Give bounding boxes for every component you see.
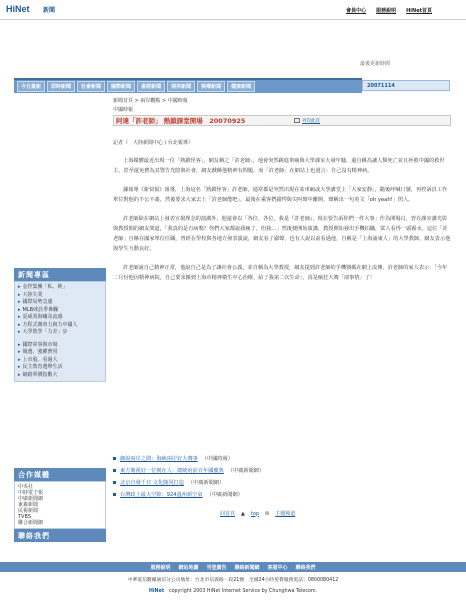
sidebar-more-item[interactable] — [18, 349, 102, 356]
article-paragraph: 許老師說自己精神正常，他說自己是為了讓社會公義，並自稱為大學教授，網友提到許老師的手機號碼在網上流傳，許老師的家人表示：「今年二月份他因精神病院，自己要求搬到上海市精神衛生中心治療，給了我第二次生命」，真是瘋狂大賽「卻事情」了！ — [113, 265, 448, 281]
nav-tab-cross-strait[interactable]: 兩岸新聞 — [167, 81, 195, 92]
sidebar-news-item-label: 大學教學「力差」步 — [22, 329, 68, 335]
partner-link[interactable]: 中央社 — [18, 484, 34, 490]
footer-link[interactable]: 聯絡我們 — [295, 564, 316, 571]
related-item[interactable] — [113, 491, 451, 498]
bottom-links — [220, 510, 295, 517]
copyright — [0, 587, 466, 594]
bullet-icon: ▸ — [18, 371, 21, 378]
nav-tab-entertainment[interactable]: 娛樂新聞 — [197, 81, 225, 92]
updated-note: 最後更新時間 — [360, 61, 391, 67]
related-link[interactable]: 細說兩岸之間：海峽兩岸好大賽事 — [120, 456, 198, 462]
bullet-icon: ▸ — [18, 341, 21, 348]
related-item[interactable] — [113, 455, 451, 462]
mail-icon: ✉ — [265, 510, 270, 517]
article-paragraph: 據報導《新快報》報導，上海這名「熱鎖怪客」許老師，通常都是突然出現在某車廂或大學講堂上「大家安靜」，隨後呼喊口號，再控訴員工作單位對他的不公不義，然後要求大家去上「許老師能吧」，最後在乘客們錯愕與尖叫聲中離開，聲稱出一句英文「oh yeah!」閃人。 — [113, 187, 448, 203]
print-link[interactable]: 列印此頁 — [302, 119, 320, 124]
bullet-icon: ▸ — [18, 321, 21, 328]
contact-heading[interactable]: 聯絡我們 — [14, 529, 106, 542]
sidebar-news — [14, 268, 106, 382]
main-nav — [14, 78, 362, 93]
related-item[interactable] — [113, 467, 451, 474]
company-info: 中華電信數據通信分公司地址：台北市信義路一段21號 全國24小時免費服務電話：0800080412 — [127, 578, 339, 583]
breadcrumb[interactable]: 新聞首頁 > 兩岸觀點 > 中國時報 — [113, 98, 188, 104]
sidebar-contact — [14, 529, 106, 542]
footer-link[interactable]: 刊登廣告 — [206, 564, 227, 571]
logo-text: HiNet — [6, 4, 30, 14]
source-line: 中國時報 — [113, 107, 134, 113]
service-link[interactable]: 服務說明 — [376, 8, 397, 14]
nav-tab-finance[interactable]: 產經新聞 — [137, 81, 165, 92]
bullet-icon — [113, 481, 116, 484]
sidebar-more-item[interactable] — [18, 364, 102, 371]
footer-link[interactable]: 網站地圖 — [178, 564, 199, 571]
sidebar-news-heading: 新聞專區 — [14, 268, 106, 281]
member-link[interactable]: 會員中心 — [346, 8, 367, 14]
related-source: （中國時報） — [201, 456, 233, 462]
bullet-icon: ▸ — [18, 306, 21, 313]
footer — [0, 562, 466, 594]
nav-tab-breaking[interactable]: 即時新聞 — [47, 81, 75, 92]
sidebar-news-item[interactable] — [18, 314, 102, 321]
bullet-icon: ▸ — [18, 329, 21, 335]
article-body — [113, 156, 451, 283]
hinet-logo[interactable] — [6, 4, 30, 14]
article-title-bar — [113, 115, 451, 126]
partner-link[interactable]: 民視新聞 — [18, 508, 39, 514]
nav-tab-world[interactable]: 國際新聞 — [107, 81, 135, 92]
partner-link[interactable]: 東森新聞 — [18, 502, 39, 508]
sidebar-more-item-label: 民主教育選舉生活 — [22, 364, 63, 370]
partner-link[interactable]: 中時電子報 — [18, 490, 44, 496]
related-link[interactable]: 東方衛視好一位實在人：總統府前百年國慶典 — [120, 468, 224, 474]
bullet-icon: ▸ — [18, 291, 21, 298]
reporter-line: 記者（ 大陸新聞中心 / 台北報導） — [113, 140, 193, 146]
footer-link[interactable]: 服務說明 — [150, 564, 171, 571]
sidebar-more-item[interactable] — [18, 357, 102, 364]
related-link[interactable]: 北京自發千日 文化隨同打造 — [120, 480, 184, 486]
sidebar-news-item-label: MLB球員季專欄 — [22, 306, 59, 313]
related-source: （中廣新聞網） — [206, 492, 243, 498]
sidebar-news-item[interactable] — [18, 292, 102, 299]
sidebar-news-list — [14, 281, 106, 382]
sidebar-news-item-label: 金控集團「私、鈍」 — [22, 284, 68, 290]
bullet-icon — [113, 457, 116, 460]
copyright-text: copyright 2003 HiNet Internet Service by Chunghwa Telecom. — [168, 589, 318, 594]
sidebar-news-item-label: 夏威夷海嘯及流感 — [22, 314, 63, 320]
sidebar-news-item-label: 國際局勢急遽 — [22, 299, 53, 305]
sidebar-more-item-label: 競選、強權費用 — [22, 349, 58, 355]
bullet-icon: ▸ — [18, 356, 21, 363]
partner-link[interactable]: 聯合新聞網 — [18, 520, 44, 526]
sidebar-more-item-label: 國際軍事與市場 — [22, 341, 58, 348]
sidebar-more-item[interactable] — [18, 342, 102, 349]
sidebar-news-item[interactable] — [18, 329, 102, 336]
back-home-link[interactable]: 回首頁 — [220, 511, 236, 517]
sidebar-more-item[interactable] — [18, 372, 102, 379]
partners-list — [14, 481, 106, 529]
related-source: （中廣新聞網） — [227, 468, 265, 474]
sidebar-news-item-label: 大陸失業 — [22, 291, 43, 298]
bullet-icon — [113, 493, 116, 496]
bullet-icon: ▸ — [18, 314, 21, 320]
channel-link[interactable]: 主題頻道 — [275, 511, 296, 517]
sidebar-news-item[interactable] — [18, 322, 102, 329]
partner-link[interactable]: TVBS — [18, 514, 31, 520]
footer-nav — [0, 562, 466, 572]
related-news — [113, 455, 451, 503]
nav-tab-latest[interactable]: 今日最新 — [17, 81, 45, 92]
bullet-icon: ▸ — [18, 299, 21, 305]
sidebar-news-item-label: 方程式賽車力與力中國人 — [22, 321, 78, 328]
nav-date: 20071114 — [362, 80, 450, 91]
related-item[interactable] — [113, 479, 451, 486]
related-source: （中廣新聞網） — [187, 480, 225, 486]
bullet-icon — [113, 469, 116, 472]
hinet-home-link[interactable]: HiNet首頁 — [406, 8, 432, 14]
footer-link[interactable]: 客服中心 — [267, 564, 288, 571]
print-icon[interactable] — [294, 118, 300, 123]
footer-logo: HiNet — [148, 589, 165, 594]
nav-tab-society[interactable]: 社會新聞 — [77, 81, 105, 92]
top-link[interactable]: top — [250, 510, 260, 517]
footer-link[interactable]: 聯絡新聞網 — [234, 564, 260, 571]
partner-link[interactable]: 中廣新聞網 — [18, 496, 44, 502]
section-label: 新聞 — [43, 7, 56, 14]
article-paragraph: 上海媒體最近出現一位「熱鎖怪客」，網友稱之「許老師」，他會突然跳進車廂與大學課室大發牢騷，還自稱為讓人類死亡並且拯救中國的救世主，甚至還免費為其警告光陰與社會，網友戲稱他精神有問題，而「許老師」在網站上也迴言：自己沒有精神病。 — [113, 158, 445, 174]
up-arrow-icon: ▲ — [241, 510, 245, 517]
sidebar-partners — [14, 468, 106, 529]
article-paragraph: 許老師除在網站上發表宣揚理念的演講外，他還會以「各位、各位，我是『許老師』，現在要告訴你們一件大事」作為開場白，曾在課室講光影與教授間的網友問道，「我真的是有病嗎？你們大家都說我瘋了，但我…」然後便開始演講，教授開始發出手機拍攝，眾人看得一頭霧水。這位「許老師」自稱在國家單位任職，曾經在學校與各地方發表演說，網友看了鄙聲，也有人說以前看過他，自稱是「上海浦東人」的大學教師，網友表示他與學生互動良好。 — [113, 216, 451, 252]
top-bar — [0, 0, 466, 20]
sidebar-news-item[interactable] — [18, 284, 102, 291]
nav-tab-health[interactable]: 健康新聞 — [227, 81, 255, 92]
partners-heading: 合作媒體 — [14, 468, 106, 481]
bullet-icon: ▸ — [18, 364, 21, 370]
sidebar-more-item-label: 上市股、看過大 — [22, 356, 58, 363]
sidebar-more-item-label: 網路單價指數大 — [22, 371, 58, 378]
sidebar-news-item[interactable] — [18, 299, 102, 306]
bullet-icon: ▸ — [18, 284, 21, 290]
article-main — [113, 95, 451, 292]
top-links — [346, 7, 432, 14]
related-link[interactable]: 台灣政上最大空隙：924溫州新空氣 — [120, 492, 203, 498]
sidebar-news-item[interactable] — [18, 307, 102, 314]
bullet-icon: ▸ — [18, 349, 21, 355]
article-title: 阿達「許老師」 熱鎖課堂開場 20070925 — [116, 117, 246, 125]
